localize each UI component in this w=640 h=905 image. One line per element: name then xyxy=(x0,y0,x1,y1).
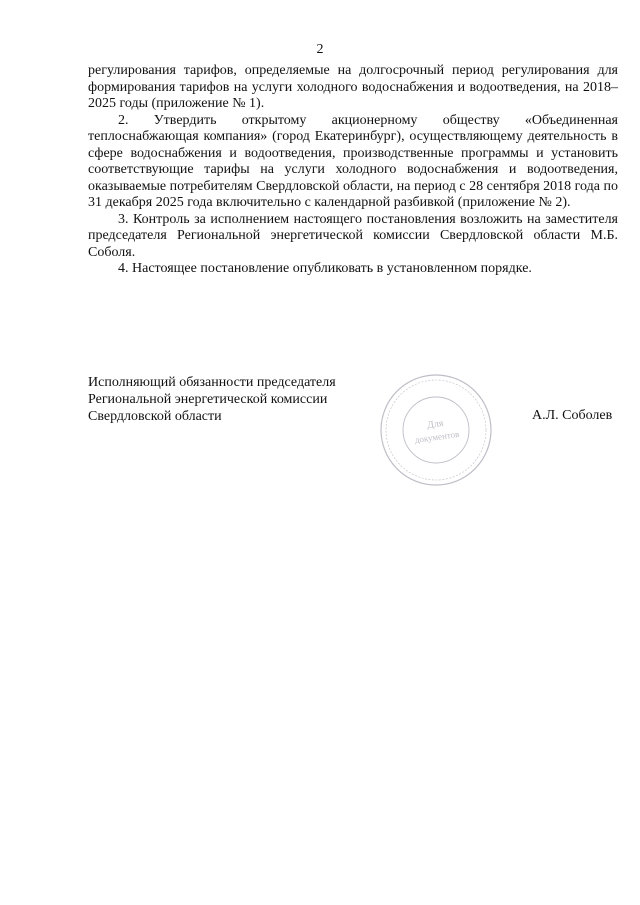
signatory-title-line-3: Свердловской области xyxy=(88,409,222,424)
page-number: 2 xyxy=(316,42,324,57)
signatory-title xyxy=(88,374,336,425)
signatory-title-line-2: Региональной энергетической комиссии xyxy=(88,392,328,407)
document-body xyxy=(88,63,618,278)
paragraph-4: 4. Настоящее постановление опубликовать в установленном порядке. xyxy=(118,261,532,276)
paragraph-2: 2. Утвердить открытому акционерному обществу «Объединенная теплоснабжающая компания» (город Екатеринбург), осуществляющему деятельность в сфере водоснабжения и водоотведения, производственные программы и установить соответствующие тарифы на услуги холодного водоснабжения и водоотведения, оказываемые потребителям Свердловской области, на период с 28 сентября 2018 года по 31 декабря 2025 года включительно с календарной разбивкой (приложение № 2). xyxy=(88,112,618,210)
paragraph-1-continuation: регулирования тарифов, определяемые на долгосрочный период регулирования для формирования тарифов на услуги холодного водоснабжения и водоотведения, на 2018–2025 годы (приложение № 1). xyxy=(88,63,618,111)
official-seal-stamp xyxy=(378,372,494,488)
signatory-name: А.Л. Соболев xyxy=(532,408,613,423)
stamp-center-line-2: документов xyxy=(414,428,460,445)
stamp-center-line-1: Для xyxy=(426,417,445,432)
paragraph-3: 3. Контроль за исполнением настоящего постановления возложить на заместителя председателя Региональной энергетической комиссии Свердловской области М.Б. Соболя. xyxy=(88,211,618,260)
signatory-title-line-1: Исполняющий обязанности председателя xyxy=(88,375,336,390)
